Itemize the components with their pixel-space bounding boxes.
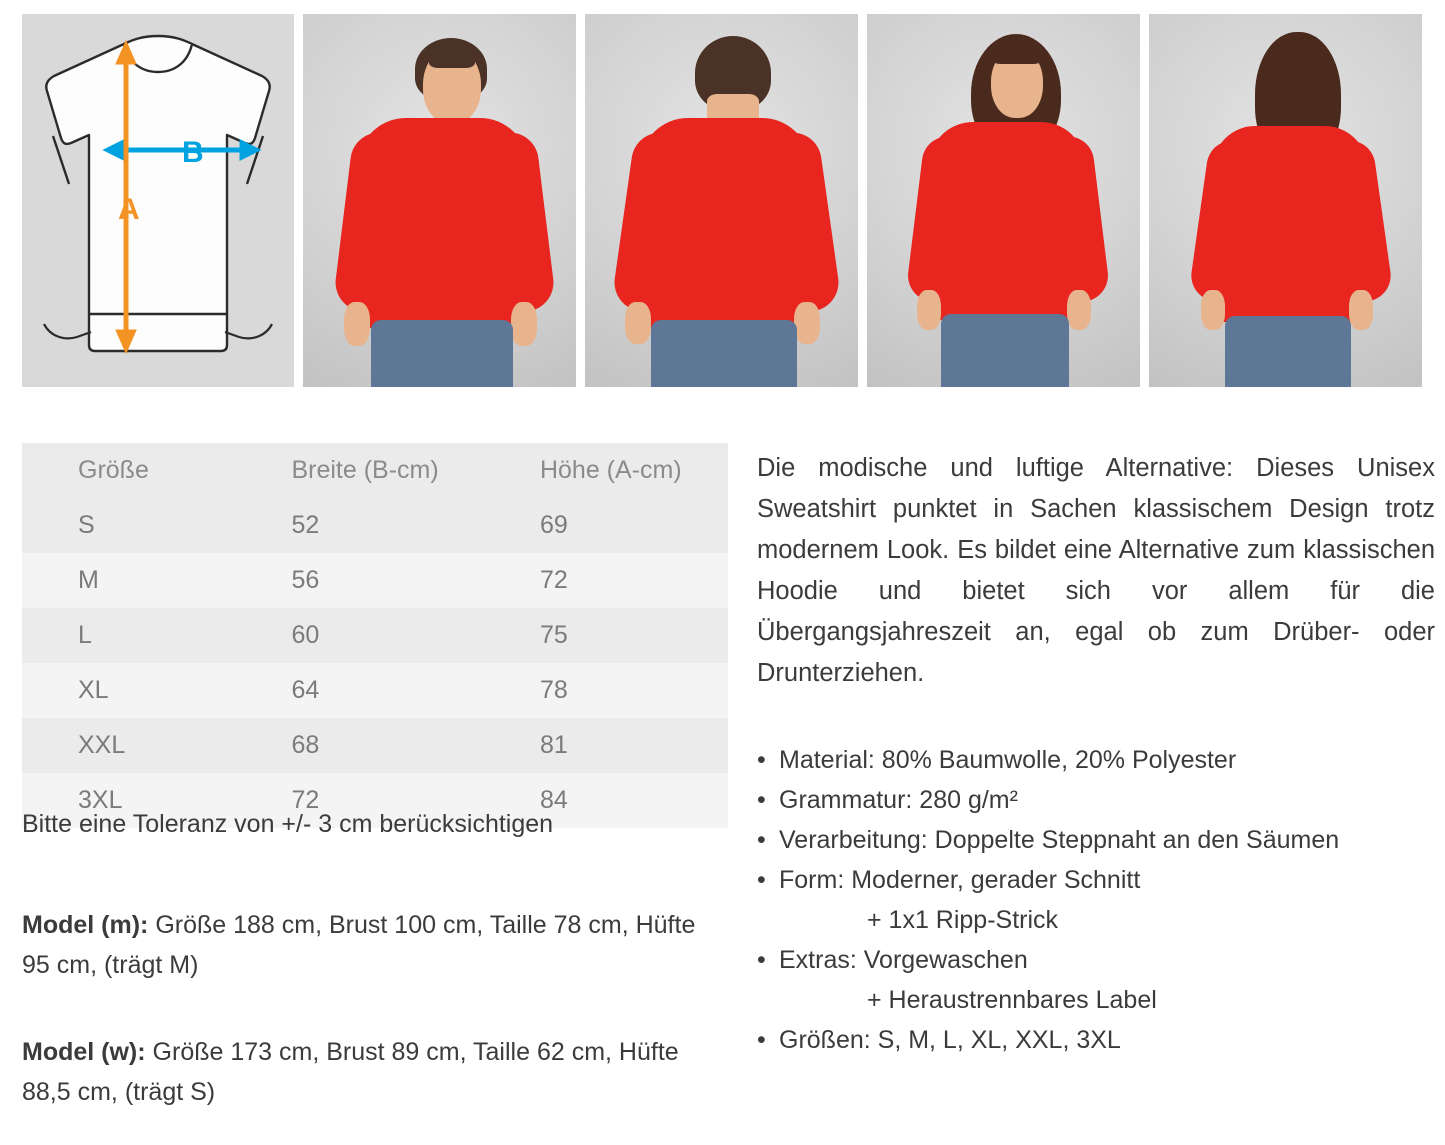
size-table <box>22 443 728 828</box>
cell-size: XL <box>78 676 109 704</box>
cell-size: 3XL <box>78 786 123 814</box>
product-description: Die modische und luftige Alternative: Dieses Unisex Sweatshirt punktet in Sachen klassischem Design trotz modernem Look. Es bildet eine Alternative zum klassischen Hoodie und bietet sich vor allem für die Übergangsjahreszeit an, egal ob zum Drüber- oder Drunterziehen. <box>757 454 1435 687</box>
table-row <box>22 663 728 718</box>
cell-size: S <box>78 511 95 539</box>
table-header-row <box>22 443 728 498</box>
tolerance-note: Bitte eine Toleranz von +/- 3 cm berücksichtigen <box>22 810 554 838</box>
cell-height: 81 <box>539 731 568 759</box>
feature-extras-sub: + Heraustrennbares Label <box>867 986 1157 1014</box>
product-photo-woman-front <box>867 14 1140 387</box>
feature-material: • Material: 80% Baumwolle, 20% Polyester <box>757 740 1445 780</box>
product-photo-woman-back <box>1149 14 1422 387</box>
cell-height: 78 <box>539 676 568 704</box>
cell-width: 60 <box>291 621 320 649</box>
feature-sizes: • Größen: S, M, L, XL, XXL, 3XL <box>757 1020 1445 1060</box>
table-row <box>22 553 728 608</box>
model-female-info <box>22 1032 722 1112</box>
feature-fit-sub: + 1x1 Ripp-Strick <box>867 906 1059 934</box>
model-female-label: Model (w): <box>22 1038 146 1066</box>
cell-size: L <box>78 621 92 649</box>
table-header-height: Höhe (A-cm) <box>539 456 682 484</box>
cell-width: 64 <box>291 676 320 704</box>
table-row <box>22 608 728 663</box>
product-photo-man-front <box>303 14 576 387</box>
cell-height: 84 <box>539 786 568 814</box>
feature-weight: • Grammatur: 280 g/m² <box>757 780 1445 820</box>
size-schematic-image <box>22 14 294 387</box>
model-male-info <box>22 905 722 985</box>
product-photo-man-back <box>585 14 858 387</box>
cell-height: 72 <box>539 566 568 594</box>
product-features-list <box>757 740 1445 1060</box>
feature-processing: • Verarbeitung: Doppelte Steppnaht an den Säumen <box>757 820 1445 860</box>
feature-fit: • Form: Moderner, gerader Schnitt <box>757 860 1445 900</box>
cell-height: 69 <box>539 511 568 539</box>
cell-width: 56 <box>291 566 320 594</box>
feature-extras: • Extras: Vorgewaschen <box>757 940 1445 980</box>
model-male-text: Größe 188 cm, Brust 100 cm, Taille 78 cm, Hüfte 95 cm, (trägt M) <box>22 911 696 979</box>
schematic-label-b: B <box>182 136 204 169</box>
table-header-width: Breite (B-cm) <box>291 456 439 484</box>
schematic-label-a: A <box>118 193 140 226</box>
table-row <box>22 498 728 553</box>
product-image-gallery <box>22 14 1422 387</box>
cell-width: 72 <box>291 786 320 814</box>
sweatshirt-outline-drawing <box>22 14 294 387</box>
model-female-text: Größe 173 cm, Brust 89 cm, Taille 62 cm, Hüfte 88,5 cm, (trägt S) <box>22 1038 679 1106</box>
cell-size: M <box>78 566 99 594</box>
cell-height: 75 <box>539 621 568 649</box>
cell-width: 68 <box>291 731 320 759</box>
table-row <box>22 718 728 773</box>
table-header-size: Größe <box>78 456 149 484</box>
cell-width: 52 <box>291 511 320 539</box>
model-male-label: Model (m): <box>22 911 149 939</box>
cell-size: XXL <box>78 731 126 759</box>
